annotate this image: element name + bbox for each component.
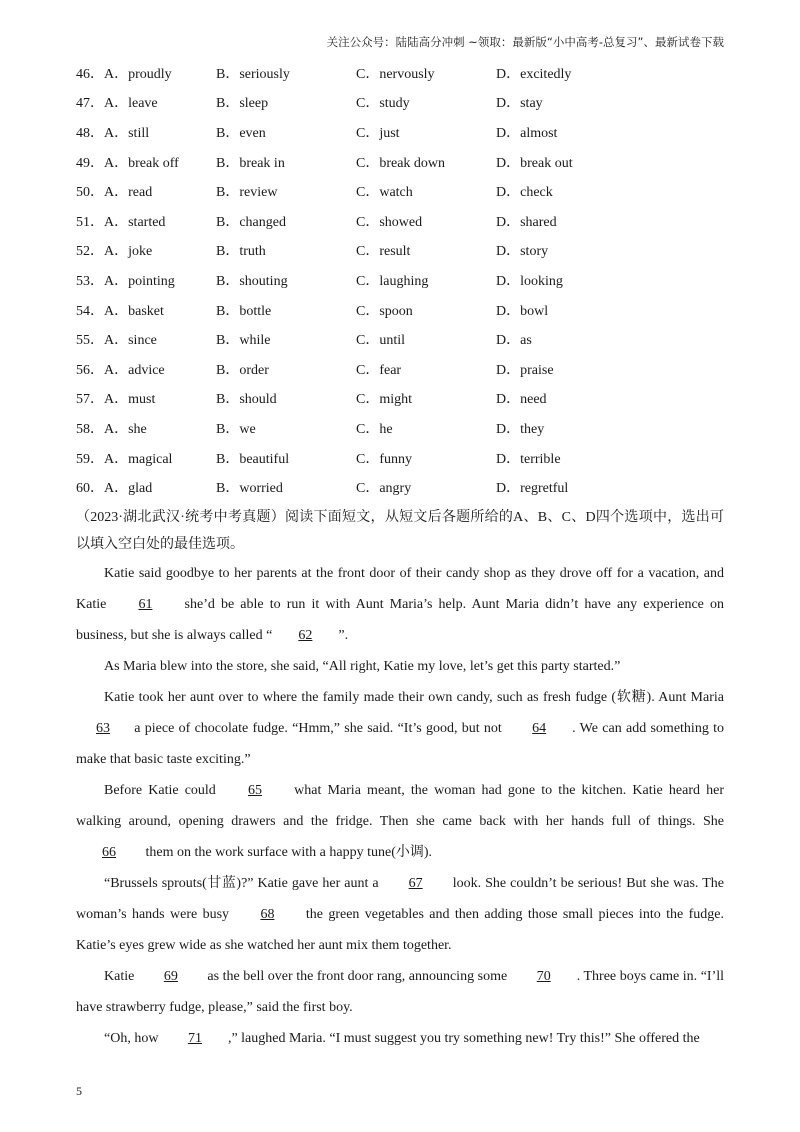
question-number: 49． xyxy=(76,155,104,171)
option-row xyxy=(76,324,726,354)
option-row xyxy=(76,176,726,206)
option-text: D．need xyxy=(496,392,547,408)
option-a xyxy=(76,240,216,260)
option-text: B．should xyxy=(216,392,277,408)
blank-62: 62 xyxy=(298,628,313,643)
option-c xyxy=(356,329,496,349)
option-row xyxy=(76,413,726,443)
option-c xyxy=(356,270,496,290)
paragraph-7: “Oh, how 71 ,” laughed Maria. “I must suggest you try something new! Try this!” She offered the xyxy=(76,1023,724,1054)
option-a xyxy=(76,388,216,408)
option-text: C．fear xyxy=(356,362,402,378)
option-d xyxy=(496,92,636,112)
question-number: 57． xyxy=(76,392,104,408)
option-text: B．bottle xyxy=(216,303,272,319)
option-text: D．shared xyxy=(496,214,557,230)
option-text: D．they xyxy=(496,421,545,437)
option-row xyxy=(76,354,726,384)
option-text: A．started xyxy=(104,214,166,230)
option-b xyxy=(216,448,356,468)
option-a xyxy=(76,477,216,497)
option-b xyxy=(216,418,356,438)
option-c xyxy=(356,359,496,379)
blank-61: 61 xyxy=(138,597,153,612)
option-text: A．glad xyxy=(104,481,153,497)
option-b xyxy=(216,152,356,172)
question-number: 47． xyxy=(76,96,104,112)
option-text: A．proudly xyxy=(104,66,172,82)
option-text: B．sleep xyxy=(216,96,269,112)
option-list xyxy=(76,58,726,502)
option-d xyxy=(496,477,636,497)
blank-71: 71 xyxy=(187,1031,202,1046)
option-b xyxy=(216,240,356,260)
option-text: B．beautiful xyxy=(216,451,290,467)
option-text: D．regretful xyxy=(496,481,569,497)
option-d xyxy=(496,152,636,172)
option-text: D．break out xyxy=(496,155,573,171)
option-text: C．angry xyxy=(356,481,412,497)
option-b xyxy=(216,270,356,290)
option-text: D．story xyxy=(496,244,549,260)
option-b xyxy=(216,359,356,379)
option-row xyxy=(76,88,726,118)
option-a xyxy=(76,359,216,379)
option-c xyxy=(356,152,496,172)
option-text: A．still xyxy=(104,125,150,141)
option-text: B．worried xyxy=(216,481,283,497)
option-row xyxy=(76,265,726,295)
option-b xyxy=(216,388,356,408)
option-text: A．basket xyxy=(104,303,164,319)
page-header: 关注公众号：陆陆高分冲刺 ~领取：最新版“小中高考-总复习”、最新试卷下载 xyxy=(326,35,724,49)
page-number: 5 xyxy=(76,1084,82,1098)
blank-69: 69 xyxy=(163,969,178,984)
paragraph-2: As Maria blew into the store, she said, “All right, Katie my love, let’s get this party started.” xyxy=(104,659,621,674)
blank-68: 68 xyxy=(260,907,275,922)
option-text: D．terrible xyxy=(496,451,561,467)
option-row xyxy=(76,295,726,325)
option-b xyxy=(216,477,356,497)
option-a xyxy=(76,152,216,172)
option-d xyxy=(496,388,636,408)
option-text: D．check xyxy=(496,185,553,201)
option-text: C．showed xyxy=(356,214,423,230)
option-text: A．read xyxy=(104,185,153,201)
option-text: A．leave xyxy=(104,96,158,112)
option-c xyxy=(356,418,496,438)
option-text: D．excitedly xyxy=(496,66,572,82)
option-row xyxy=(76,472,726,502)
reading-passage xyxy=(76,504,724,1054)
option-text: C．he xyxy=(356,421,393,437)
option-d xyxy=(496,270,636,290)
option-c xyxy=(356,181,496,201)
option-text: C．until xyxy=(356,333,406,349)
question-number: 58． xyxy=(76,421,104,437)
option-text: C．watch xyxy=(356,185,413,201)
option-c xyxy=(356,240,496,260)
option-a xyxy=(76,270,216,290)
option-row xyxy=(76,443,726,473)
option-text: C．funny xyxy=(356,451,412,467)
option-text: D．bowl xyxy=(496,303,549,319)
option-text: C．just xyxy=(356,125,400,141)
blank-63: 63 xyxy=(96,721,110,736)
option-a xyxy=(76,448,216,468)
option-text: D．praise xyxy=(496,362,554,378)
blank-67: 67 xyxy=(408,876,423,891)
option-text: A．she xyxy=(104,421,147,437)
option-c xyxy=(356,300,496,320)
question-number: 56． xyxy=(76,362,104,378)
question-number: 52． xyxy=(76,244,104,260)
option-row xyxy=(76,117,726,147)
option-d xyxy=(496,359,636,379)
question-number: 51． xyxy=(76,214,104,230)
option-text: B．even xyxy=(216,125,266,141)
paragraph-4: Before Katie could 65 what Maria meant, the woman had gone to the kitchen. Katie heard her walking around, opening drawers and the fridge. Then she came back with her hands full of things. She 66 them on the work surface with a happy tune(小调). xyxy=(76,775,724,868)
option-d xyxy=(496,418,636,438)
option-d xyxy=(496,329,636,349)
option-a xyxy=(76,211,216,231)
question-number: 46． xyxy=(76,66,104,82)
option-text: C．laughing xyxy=(356,273,429,289)
blank-70: 70 xyxy=(536,969,551,984)
option-c xyxy=(356,477,496,497)
blank-66: 66 xyxy=(102,845,116,860)
option-text: B．we xyxy=(216,421,256,437)
paragraph-3: Katie took her aunt over to where the family made their own candy, such as fresh fudge (软糖). Aunt Maria 63 a piece of chocolate fudge. “Hmm,” she said. “It’s good, but not 64 . We can add something to make that basic taste exciting.” xyxy=(76,690,724,767)
option-text: C．result xyxy=(356,244,411,260)
option-text: B．order xyxy=(216,362,269,378)
option-a xyxy=(76,418,216,438)
option-b xyxy=(216,63,356,83)
question-number: 59． xyxy=(76,451,104,467)
option-text: B．seriously xyxy=(216,66,290,82)
option-text: A．advice xyxy=(104,362,165,378)
question-number: 53． xyxy=(76,273,104,289)
paragraph-1: Katie said goodbye to her parents at the front door of their candy shop as they drove off for a vacation, and Katie 61 she’d be able to run it with Aunt Maria’s help. Aunt Maria didn’t have any experience on business, but she is always called “ 62 ”. xyxy=(76,558,724,651)
option-b xyxy=(216,181,356,201)
option-b xyxy=(216,300,356,320)
paragraph-6: Katie 69 as the bell over the front door rang, announcing some 70 . Three boys came in. “I’ll have strawberry fudge, please,” said the first boy. xyxy=(76,961,724,1023)
option-row xyxy=(76,384,726,414)
option-d xyxy=(496,300,636,320)
option-c xyxy=(356,63,496,83)
option-text: C．might xyxy=(356,392,413,408)
option-text: A．joke xyxy=(104,244,153,260)
option-d xyxy=(496,211,636,231)
option-text: B．while xyxy=(216,333,271,349)
question-number: 55． xyxy=(76,333,104,349)
option-c xyxy=(356,122,496,142)
option-c xyxy=(356,92,496,112)
option-text: C．nervously xyxy=(356,66,435,82)
option-text: C．study xyxy=(356,96,410,112)
option-text: A．since xyxy=(104,333,157,349)
option-text: D．almost xyxy=(496,125,558,141)
option-text: B．shouting xyxy=(216,273,288,289)
option-a xyxy=(76,92,216,112)
paragraph-5: “Brussels sprouts(甘蓝)?” Katie gave her aunt a 67 look. She couldn’t be serious! But she was. The woman’s hands were busy 68 the green vegetables and then adding those small pieces into the fudge. Katie’s eyes grew wide as she watched her aunt mix them together. xyxy=(76,868,724,961)
option-text: C．break down xyxy=(356,155,446,171)
option-c xyxy=(356,448,496,468)
option-text: A．pointing xyxy=(104,273,175,289)
option-text: D．stay xyxy=(496,96,543,112)
option-b xyxy=(216,329,356,349)
question-number: 48． xyxy=(76,125,104,141)
option-b xyxy=(216,92,356,112)
option-row xyxy=(76,58,726,88)
question-number: 60． xyxy=(76,481,104,497)
option-c xyxy=(356,211,496,231)
option-row xyxy=(76,236,726,266)
option-text: B．truth xyxy=(216,244,266,260)
option-text: C．spoon xyxy=(356,303,413,319)
question-number: 54． xyxy=(76,303,104,319)
option-d xyxy=(496,122,636,142)
option-a xyxy=(76,181,216,201)
option-d xyxy=(496,448,636,468)
question-number: 50． xyxy=(76,185,104,201)
option-a xyxy=(76,122,216,142)
option-text: A．break off xyxy=(104,155,179,171)
option-d xyxy=(496,240,636,260)
blank-65: 65 xyxy=(247,783,262,798)
option-text: D．looking xyxy=(496,273,563,289)
option-text: A．magical xyxy=(104,451,173,467)
blank-64: 64 xyxy=(532,721,547,736)
option-row xyxy=(76,147,726,177)
option-d xyxy=(496,181,636,201)
option-text: B．review xyxy=(216,185,278,201)
option-d xyxy=(496,63,636,83)
option-c xyxy=(356,388,496,408)
option-text: D．as xyxy=(496,333,532,349)
passage-instructions: （2023·湖北武汉·统考中考真题）阅读下面短文，从短文后各题所给的A、B、C、D四个选项中，选出可以填入空白处的最佳选项。 xyxy=(76,510,724,552)
option-b xyxy=(216,122,356,142)
option-text: B．break in xyxy=(216,155,285,171)
option-text: A．must xyxy=(104,392,156,408)
option-b xyxy=(216,211,356,231)
option-text: B．changed xyxy=(216,214,286,230)
option-row xyxy=(76,206,726,236)
option-a xyxy=(76,300,216,320)
option-a xyxy=(76,63,216,83)
option-a xyxy=(76,329,216,349)
